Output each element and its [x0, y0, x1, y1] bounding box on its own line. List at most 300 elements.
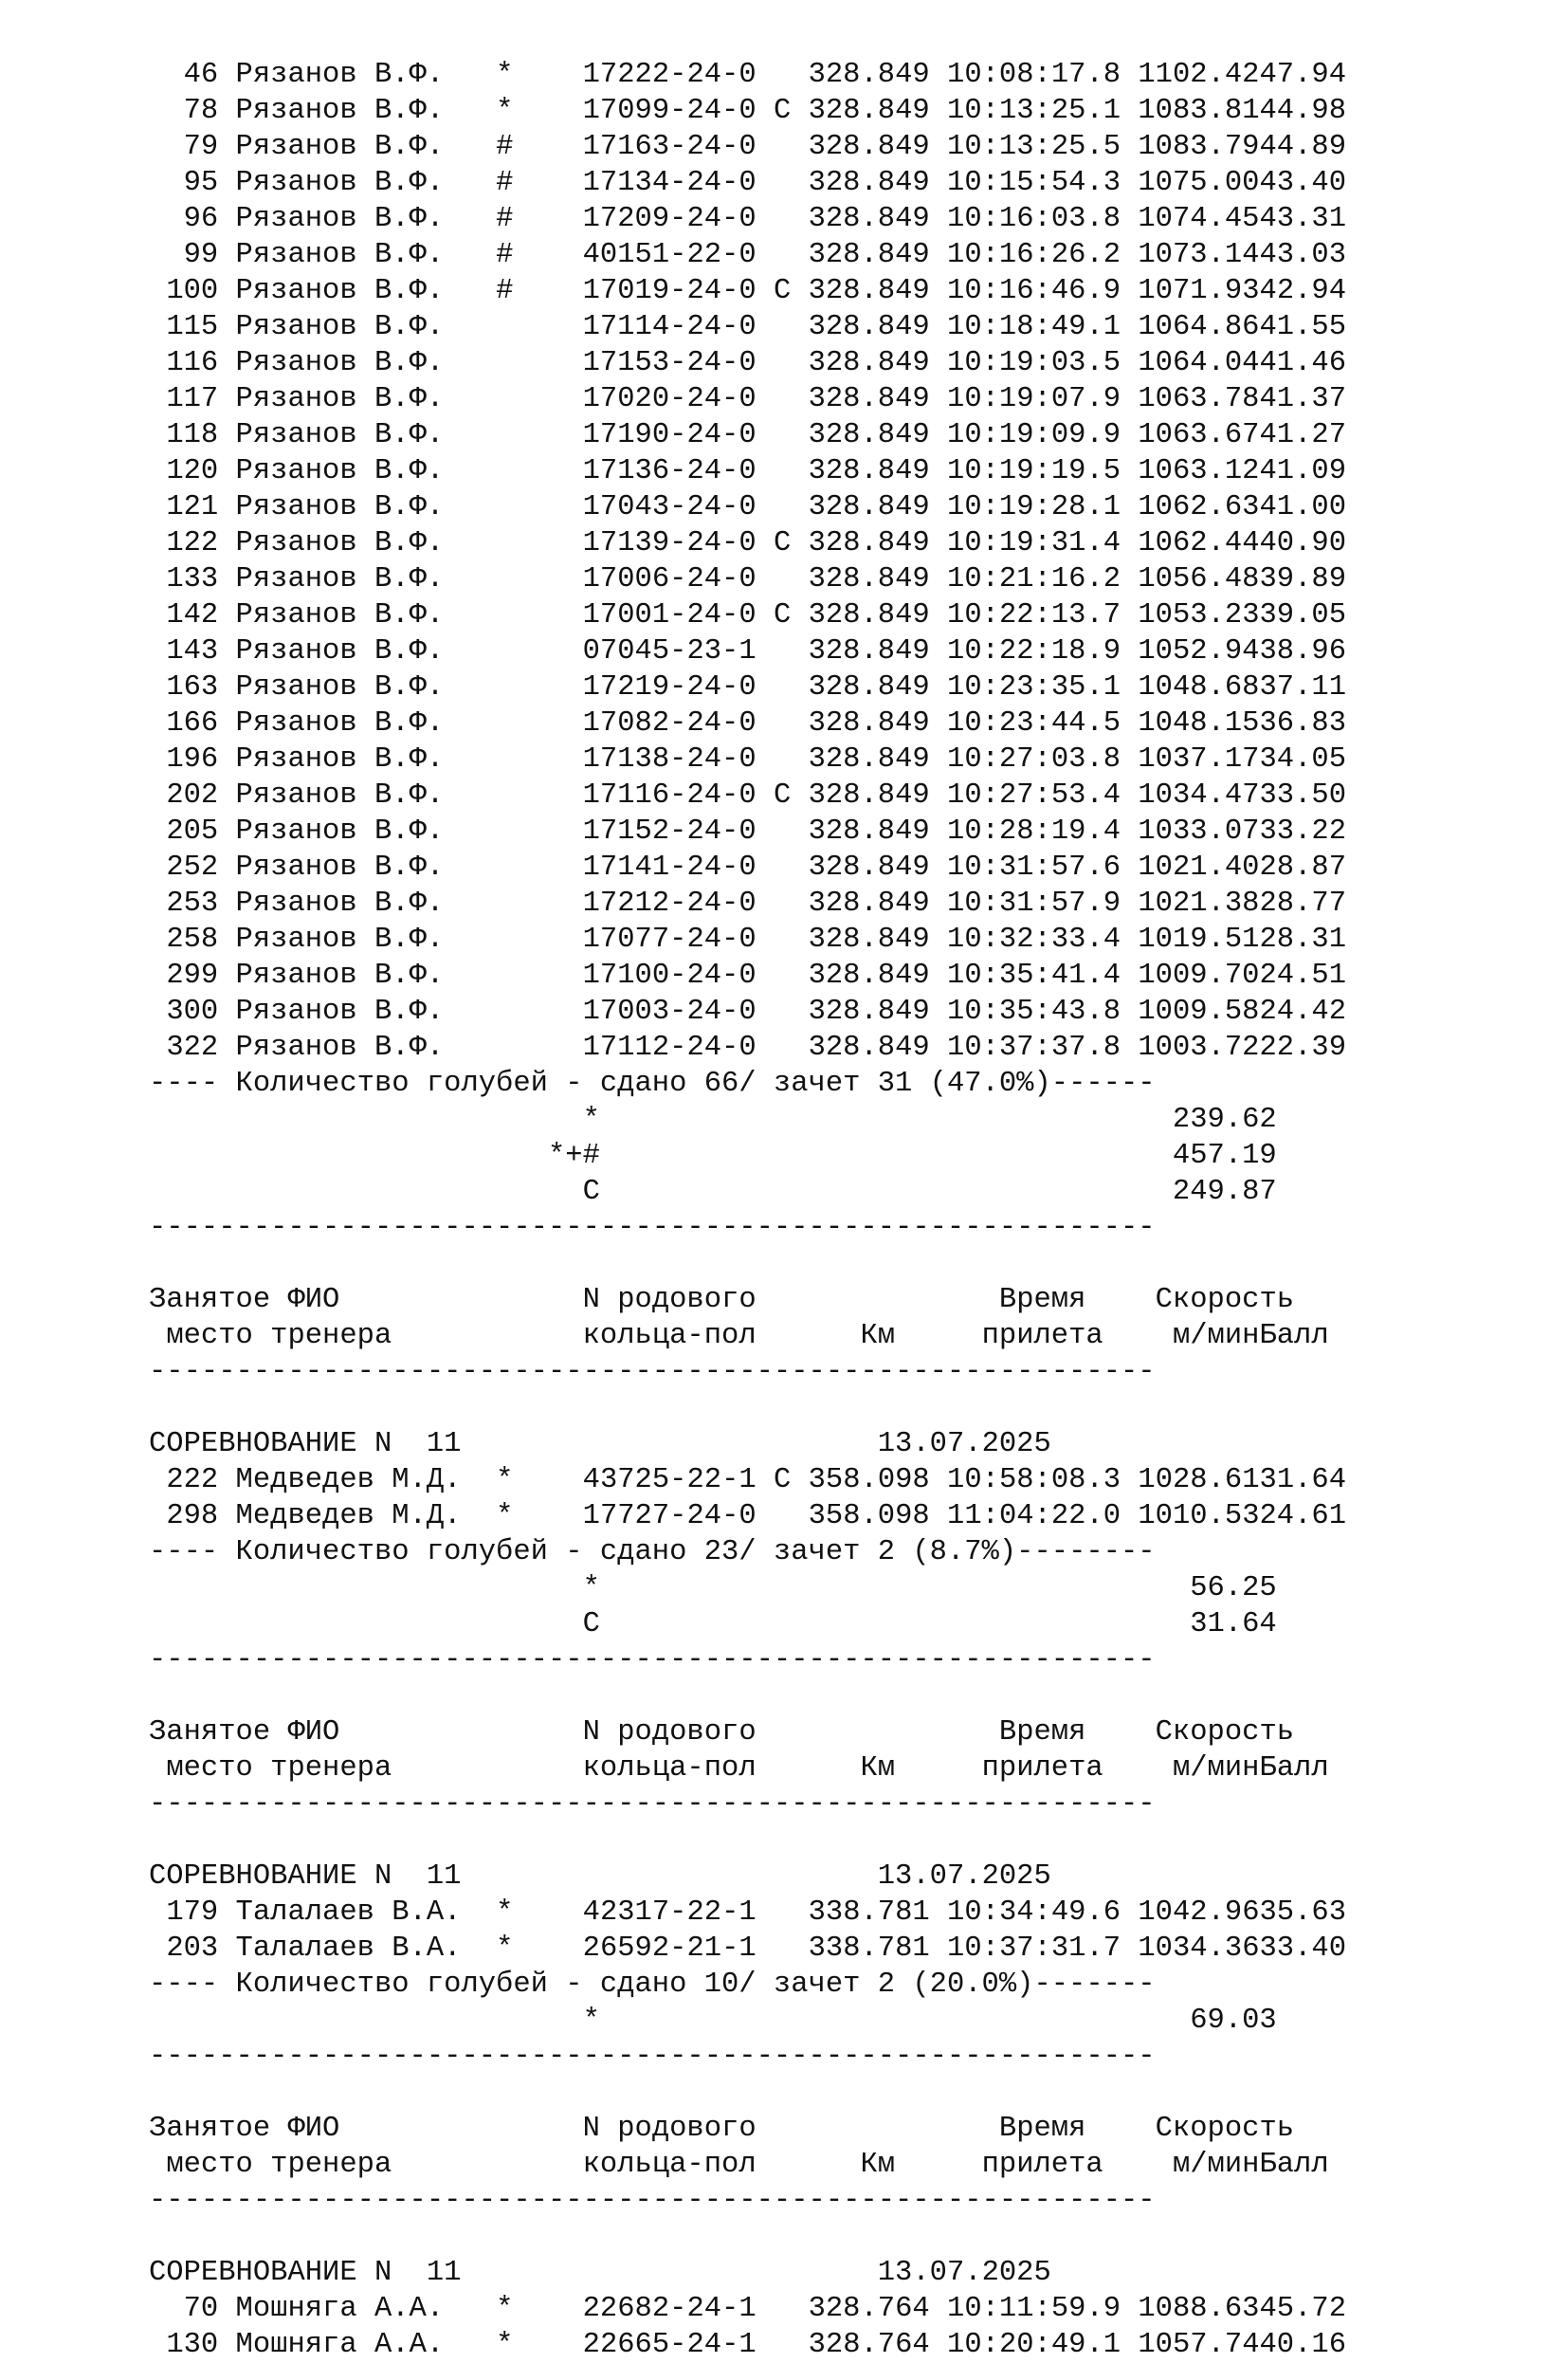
summary-line: [149, 1534, 1533, 1570]
ring-number: 17043-24-0: [582, 491, 757, 523]
blank-line: [149, 1823, 1533, 1859]
distance-km: 328.849: [808, 419, 930, 451]
place-number: 258: [166, 924, 219, 956]
ring-number: 17134-24-0: [582, 167, 757, 199]
trainer-name: Талалаев В.А.: [235, 1933, 462, 1965]
distance-km: 328.849: [808, 311, 930, 343]
arrival-time: 10:13:25.5: [947, 131, 1121, 163]
arrival-time: 10:19:03.5: [947, 347, 1121, 379]
trainer-name: Рязанов В.Ф.: [235, 1032, 445, 1064]
score-points: 34.05: [1259, 743, 1346, 776]
arrival-time: 10:35:43.8: [947, 996, 1121, 1028]
header-place: Занятое: [149, 2113, 271, 2145]
distance-km: 328.849: [808, 635, 930, 668]
result-row: [149, 525, 1533, 561]
header-time: Время: [998, 1716, 1086, 1749]
arrival-time: 10:15:54.3: [947, 167, 1121, 199]
header-fio: ФИО: [287, 2113, 340, 2145]
place-number: 120: [166, 455, 219, 487]
place-number: 166: [166, 707, 219, 740]
arrival-time: 10:13:25.1: [947, 95, 1121, 127]
arrival-time: 10:20:49.1: [947, 2329, 1121, 2361]
speed-m-min: 1057.74: [1138, 2329, 1260, 2361]
header-ring-sub: кольца-пол: [582, 2149, 757, 2181]
trainer-name: Рязанов В.Ф.: [235, 527, 445, 559]
distance-km: 328.849: [808, 275, 930, 307]
ring-number: 22682-24-1: [582, 2293, 757, 2325]
score-points: 41.09: [1259, 455, 1346, 487]
place-number: 196: [166, 743, 219, 776]
result-row: [149, 814, 1533, 850]
header-place-sub: место: [166, 2149, 253, 2181]
header-score: Балл: [1259, 1320, 1329, 1352]
trainer-name: Рязанов В.Ф.: [235, 311, 445, 343]
header-km: Км: [860, 2149, 896, 2181]
separator-line: ----------------------------------------------------------: [149, 1788, 1156, 1821]
speed-m-min: 1063.78: [1138, 383, 1260, 415]
header-km: Км: [860, 1320, 896, 1352]
result-row: [149, 1895, 1533, 1931]
place-number: 118: [166, 419, 219, 451]
result-row: [149, 165, 1533, 201]
place-number: 205: [166, 815, 219, 848]
column-header-row-2: [149, 1750, 1533, 1786]
header-time: Время: [998, 2113, 1086, 2145]
ring-number: 17136-24-0: [582, 455, 757, 487]
place-number: 179: [166, 1896, 219, 1929]
speed-m-min: 1063.67: [1138, 419, 1260, 451]
summary-text: Количество голубей - сдано 10/ зачет 2 (20.0%): [235, 1969, 1034, 2001]
total-line: [149, 1606, 1533, 1642]
total-symbol: *: [582, 1572, 600, 1604]
distance-km: 328.849: [808, 599, 930, 632]
ring-number: 17116-24-0: [582, 779, 757, 812]
sex-code: C: [773, 779, 792, 812]
distance-km: 328.849: [808, 815, 930, 848]
place-number: 133: [166, 563, 219, 595]
distance-km: 358.098: [808, 1464, 930, 1496]
ring-number: 17019-24-0: [582, 275, 757, 307]
blank-line: [149, 1678, 1533, 1714]
speed-m-min: 1083.81: [1138, 95, 1260, 127]
result-row: [149, 561, 1533, 597]
place-number: 115: [166, 311, 219, 343]
place-number: 117: [166, 383, 219, 415]
result-row: [149, 922, 1533, 958]
separator-line: ----------------------------------------------------------: [149, 2041, 1156, 2073]
score-points: 28.77: [1259, 888, 1346, 920]
speed-m-min: 1062.63: [1138, 491, 1260, 523]
trainer-name: Медведев М.Д.: [235, 1500, 462, 1532]
speed-m-min: 1048.68: [1138, 671, 1260, 704]
distance-km: 328.849: [808, 203, 930, 235]
ring-number: 17003-24-0: [582, 996, 757, 1028]
arrival-time: 10:31:57.9: [947, 888, 1121, 920]
trainer-name: Рязанов В.Ф.: [235, 59, 445, 91]
distance-km: 328.849: [808, 347, 930, 379]
sex-code: C: [773, 275, 792, 307]
score-points: 38.96: [1259, 635, 1346, 668]
distance-km: 328.849: [808, 924, 930, 956]
speed-m-min: 1056.48: [1138, 563, 1260, 595]
score-points: 37.11: [1259, 671, 1346, 704]
trainer-name: Рязанов В.Ф.: [235, 671, 445, 704]
place-number: 253: [166, 888, 219, 920]
mark-symbol: #: [496, 275, 514, 307]
distance-km: 328.849: [808, 131, 930, 163]
score-points: 41.37: [1259, 383, 1346, 415]
competition-title: СОРЕВНОВАНИЕ N 11: [149, 1428, 462, 1460]
trainer-name: Рязанов В.Ф.: [235, 239, 445, 271]
score-points: 43.31: [1259, 203, 1346, 235]
ring-number: 17139-24-0: [582, 527, 757, 559]
ring-number: 43725-22-1: [582, 1464, 757, 1496]
header-score: Балл: [1259, 1752, 1329, 1785]
arrival-time: 10:08:17.8: [947, 59, 1121, 91]
result-row: [149, 129, 1533, 165]
distance-km: 328.849: [808, 1032, 930, 1064]
header-speed-sub: м/мин: [1172, 1320, 1260, 1352]
header-time-sub: прилета: [981, 2149, 1103, 2181]
place-number: 300: [166, 996, 219, 1028]
separator-line: ----------------------------------------------------------: [149, 1212, 1156, 1244]
arrival-time: 10:19:19.5: [947, 455, 1121, 487]
header-ring-sub: кольца-пол: [582, 1752, 757, 1785]
trainer-name: Медведев М.Д.: [235, 1464, 462, 1496]
score-points: 24.51: [1259, 960, 1346, 992]
ring-number: 17138-24-0: [582, 743, 757, 776]
result-row: [149, 57, 1533, 93]
distance-km: 328.849: [808, 95, 930, 127]
score-points: 24.61: [1259, 1500, 1347, 1532]
arrival-time: 10:23:35.1: [947, 671, 1121, 704]
result-row: [149, 1498, 1533, 1534]
header-ring: N родового: [582, 2113, 757, 2145]
blank-line: [149, 2219, 1533, 2255]
total-line: [149, 1102, 1533, 1138]
score-points: 33.40: [1259, 1933, 1347, 1965]
result-row: [149, 201, 1533, 237]
score-points: 43.40: [1259, 167, 1346, 199]
ring-number: 17152-24-0: [582, 815, 757, 848]
place-number: 202: [166, 779, 219, 812]
score-points: 36.83: [1259, 707, 1346, 740]
header-ring-sub: кольца-пол: [582, 1320, 757, 1352]
arrival-time: 10:37:31.7: [947, 1933, 1121, 1965]
trainer-name: Рязанов В.Ф.: [235, 960, 445, 992]
distance-km: 328.849: [808, 491, 930, 523]
separator-line: ----------------------------------------------------------: [149, 1644, 1156, 1676]
speed-m-min: 1075.00: [1138, 167, 1260, 199]
distance-km: 328.849: [808, 59, 930, 91]
mark-symbol: *: [496, 1933, 514, 1965]
arrival-time: 10:58:08.3: [947, 1464, 1121, 1496]
sex-code: C: [773, 1464, 792, 1496]
header-time-sub: прилета: [981, 1752, 1103, 1785]
ring-number: 17099-24-0: [582, 95, 757, 127]
arrival-time: 10:37:37.8: [947, 1032, 1121, 1064]
arrival-time: 10:16:46.9: [947, 275, 1121, 307]
distance-km: 328.849: [808, 383, 930, 415]
score-points: 47.94: [1259, 59, 1346, 91]
place-number: 100: [166, 275, 219, 307]
competition-line: [149, 1859, 1533, 1895]
sex-code: C: [773, 527, 792, 559]
score-points: 24.42: [1259, 996, 1346, 1028]
mark-symbol: *: [496, 1500, 514, 1532]
trainer-name: Рязанов В.Ф.: [235, 455, 445, 487]
result-row: [149, 994, 1533, 1030]
arrival-time: 10:16:03.8: [947, 203, 1121, 235]
distance-km: 328.764: [808, 2293, 930, 2325]
total-symbol: C: [582, 1176, 600, 1208]
summary-prefix: ----: [149, 1068, 236, 1100]
header-speed-sub: м/мин: [1172, 2149, 1260, 2181]
trainer-name: Рязанов В.Ф.: [235, 419, 445, 451]
distance-km: 328.849: [808, 888, 930, 920]
blank-line: [149, 1246, 1533, 1282]
mark-symbol: *: [496, 59, 514, 91]
result-row: [149, 93, 1533, 129]
column-header-row-1: [149, 1282, 1533, 1318]
result-row: [149, 742, 1533, 778]
distance-km: 328.849: [808, 527, 930, 559]
ring-number: 17153-24-0: [582, 347, 757, 379]
total-line: [149, 1570, 1533, 1606]
result-row: [149, 1931, 1533, 1967]
trainer-name: Рязанов В.Ф.: [235, 852, 445, 884]
speed-m-min: 1034.36: [1138, 1933, 1260, 1965]
place-number: 121: [166, 491, 219, 523]
ring-number: 07045-23-1: [582, 635, 757, 668]
speed-m-min: 1053.23: [1138, 599, 1260, 632]
result-row: [149, 273, 1533, 309]
mark-symbol: *: [496, 2293, 514, 2325]
place-number: 96: [183, 203, 219, 235]
ring-number: 17114-24-0: [582, 311, 757, 343]
header-speed: Скорость: [1155, 2113, 1295, 2145]
trainer-name: Рязанов В.Ф.: [235, 996, 445, 1028]
speed-m-min: 1062.44: [1138, 527, 1260, 559]
place-number: 99: [183, 239, 219, 271]
sex-code: C: [773, 95, 792, 127]
competition-line: [149, 2255, 1533, 2291]
mark-symbol: #: [496, 131, 514, 163]
ring-number: 17190-24-0: [582, 419, 757, 451]
speed-m-min: 1003.72: [1138, 1032, 1260, 1064]
header-speed: Скорость: [1155, 1284, 1295, 1316]
result-row: [149, 345, 1533, 381]
speed-m-min: 1102.42: [1138, 59, 1260, 91]
trainer-name: Рязанов В.Ф.: [235, 815, 445, 848]
arrival-time: 11:04:22.0: [947, 1500, 1121, 1532]
ring-number: 17006-24-0: [582, 563, 757, 595]
column-header-row-1: [149, 1714, 1533, 1750]
speed-m-min: 1064.04: [1138, 347, 1260, 379]
total-points: 239.62: [1172, 1104, 1277, 1136]
blank-line: [149, 1390, 1533, 1426]
arrival-time: 10:11:59.9: [947, 2293, 1121, 2325]
speed-m-min: 1019.51: [1138, 924, 1260, 956]
score-points: 43.03: [1259, 239, 1346, 271]
total-points: 69.03: [1190, 2005, 1277, 2037]
ring-number: 17209-24-0: [582, 203, 757, 235]
score-points: 33.50: [1259, 779, 1347, 812]
speed-m-min: 1021.38: [1138, 888, 1260, 920]
summary-rule: -------: [1033, 1969, 1156, 2001]
result-row: [149, 597, 1533, 633]
summary-text: Количество голубей - сдано 66/ зачет 31 (47.0%): [235, 1068, 1051, 1100]
arrival-time: 10:27:53.4: [947, 779, 1121, 812]
score-points: 33.22: [1259, 815, 1346, 848]
result-row: [149, 850, 1533, 886]
header-place-sub: место: [166, 1752, 253, 1785]
score-points: 22.39: [1259, 1032, 1346, 1064]
result-row: [149, 453, 1533, 489]
distance-km: 328.849: [808, 167, 930, 199]
arrival-time: 10:19:07.9: [947, 383, 1121, 415]
speed-m-min: 1042.96: [1138, 1896, 1260, 1929]
distance-km: 328.849: [808, 707, 930, 740]
trainer-name: Рязанов В.Ф.: [235, 888, 445, 920]
ring-number: 17020-24-0: [582, 383, 757, 415]
total-points: 249.87: [1172, 1176, 1277, 1208]
separator-line: ----------------------------------------------------------: [149, 2185, 1156, 2217]
result-row: [149, 381, 1533, 417]
arrival-time: 10:35:41.4: [947, 960, 1121, 992]
result-row: [149, 669, 1533, 705]
ring-number: 40151-22-0: [582, 239, 757, 271]
score-points: 41.55: [1259, 311, 1346, 343]
trainer-name: Рязанов В.Ф.: [235, 563, 445, 595]
trainer-name: Рязанов В.Ф.: [235, 203, 445, 235]
competition-date: 13.07.2025: [877, 2257, 1051, 2289]
total-symbol: C: [582, 1608, 600, 1640]
total-line: [149, 1138, 1533, 1174]
blank-line: [149, 2075, 1533, 2111]
score-points: 40.16: [1259, 2329, 1347, 2361]
score-points: 42.94: [1259, 275, 1347, 307]
speed-m-min: 1009.58: [1138, 996, 1260, 1028]
trainer-name: Рязанов В.Ф.: [235, 275, 445, 307]
summary-line: [149, 1066, 1533, 1102]
arrival-time: 10:32:33.4: [947, 924, 1121, 956]
ring-number: 17001-24-0: [582, 599, 757, 632]
arrival-time: 10:23:44.5: [947, 707, 1121, 740]
competition-date: 13.07.2025: [877, 1428, 1051, 1460]
ring-number: 17163-24-0: [582, 131, 757, 163]
ring-number: 17727-24-0: [582, 1500, 757, 1532]
header-time-sub: прилета: [981, 1320, 1103, 1352]
distance-km: 328.849: [808, 455, 930, 487]
result-row: [149, 417, 1533, 453]
place-number: 46: [183, 59, 219, 91]
trainer-name: Рязанов В.Ф.: [235, 707, 445, 740]
header-place-sub: место: [166, 1320, 253, 1352]
place-number: 70: [183, 2293, 219, 2325]
speed-m-min: 1071.93: [1138, 275, 1260, 307]
speed-m-min: 1063.12: [1138, 455, 1260, 487]
header-km: Км: [860, 1752, 896, 1785]
column-header-row-2: [149, 2147, 1533, 2183]
distance-km: 328.849: [808, 671, 930, 704]
arrival-time: 10:19:31.4: [947, 527, 1121, 559]
total-symbol: *: [582, 1104, 600, 1136]
arrival-time: 10:21:16.2: [947, 563, 1121, 595]
place-number: 163: [166, 671, 219, 704]
header-ring: N родового: [582, 1716, 757, 1749]
trainer-name: Талалаев В.А.: [235, 1896, 462, 1929]
score-points: 39.05: [1259, 599, 1347, 632]
ring-number: 22665-24-1: [582, 2329, 757, 2361]
trainer-name: Рязанов В.Ф.: [235, 599, 445, 632]
arrival-time: 10:16:26.2: [947, 239, 1121, 271]
result-row: [149, 633, 1533, 669]
sex-code: C: [773, 599, 792, 632]
score-points: 35.63: [1259, 1896, 1347, 1929]
speed-m-min: 1073.14: [1138, 239, 1260, 271]
ring-number: 17112-24-0: [582, 1032, 757, 1064]
ring-number: 42317-22-1: [582, 1896, 757, 1929]
distance-km: 328.849: [808, 563, 930, 595]
score-points: 41.46: [1259, 347, 1346, 379]
ring-number: 26592-21-1: [582, 1933, 757, 1965]
speed-m-min: 1088.63: [1138, 2293, 1260, 2325]
result-row: [149, 309, 1533, 345]
arrival-time: 10:19:28.1: [947, 491, 1121, 523]
total-line: [149, 2003, 1533, 2039]
header-place: Занятое: [149, 1284, 271, 1316]
mark-symbol: *: [496, 95, 514, 127]
competition-line: [149, 1426, 1533, 1462]
header-time: Время: [998, 1284, 1086, 1316]
arrival-time: 10:27:03.8: [947, 743, 1121, 776]
arrival-time: 10:22:13.7: [947, 599, 1121, 632]
header-speed: Скорость: [1155, 1716, 1295, 1749]
ring-number: 17212-24-0: [582, 888, 757, 920]
result-row: [149, 958, 1533, 994]
arrival-time: 10:31:57.6: [947, 852, 1121, 884]
trainer-name: Рязанов В.Ф.: [235, 95, 445, 127]
results-printout: [149, 57, 1533, 2363]
speed-m-min: 1052.94: [1138, 635, 1260, 668]
trainer-name: Рязанов В.Ф.: [235, 383, 445, 415]
total-symbol: *+#: [547, 1140, 600, 1172]
score-points: 40.90: [1259, 527, 1347, 559]
speed-m-min: 1010.53: [1138, 1500, 1260, 1532]
speed-m-min: 1009.70: [1138, 960, 1260, 992]
place-number: 142: [166, 599, 219, 632]
header-fio: ФИО: [287, 1284, 340, 1316]
speed-m-min: 1064.86: [1138, 311, 1260, 343]
distance-km: 328.849: [808, 960, 930, 992]
trainer-name: Мошняга А.А.: [235, 2293, 445, 2325]
total-points: 457.19: [1172, 1140, 1277, 1172]
speed-m-min: 1083.79: [1138, 131, 1260, 163]
result-row: [149, 237, 1533, 273]
speed-m-min: 1028.61: [1138, 1464, 1260, 1496]
score-points: 41.00: [1259, 491, 1346, 523]
column-header-row-2: [149, 1318, 1533, 1354]
ring-number: 17077-24-0: [582, 924, 757, 956]
place-number: 116: [166, 347, 219, 379]
header-score: Балл: [1259, 2149, 1329, 2181]
arrival-time: 10:28:19.4: [947, 815, 1121, 848]
header-fio-sub: тренера: [270, 1320, 392, 1352]
competition-date: 13.07.2025: [877, 1860, 1051, 1893]
header-place: Занятое: [149, 1716, 271, 1749]
result-row: [149, 2327, 1533, 2363]
